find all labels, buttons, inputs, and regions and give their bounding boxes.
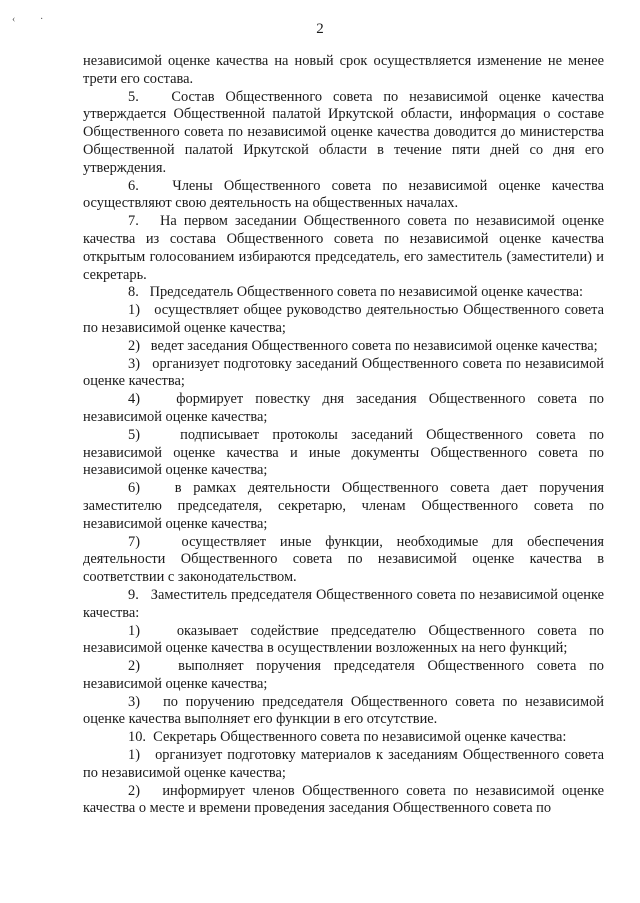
scan-artifact-mark: · (40, 14, 44, 25)
paragraph-p10-2: 2) информирует членов Общественного совета по независимой оценке качества о месте и времени проведения заседания Общественного совета по (83, 782, 604, 817)
paragraph-p8-4: 4) формирует повестку дня заседания Общественного совета по независимой оценке качества; (83, 391, 604, 425)
paragraph-p9: 9. Заместитель председателя Общественного совета по независимой оценке качества: (83, 586, 604, 621)
paragraph-p10: 10. Секретарь Общественного совета по независимой оценке качества: (128, 729, 567, 746)
paragraph-p8-2: 2) ведет заседания Общественного совета по независимой оценке качества; (128, 337, 598, 354)
paragraph-p9-3: 3) по поручению председателя Общественного совета по независимой оценке качества выполняет его функции в его отсутствие. (83, 693, 604, 728)
paragraph-p8-5: 5) подписывает протоколы заседаний Общественного совета по независимой оценке качества и иные документы Общественного совета по независимой оценке качества; (83, 426, 604, 479)
paragraph-p8-3: 3) организует подготовку заседаний Общественного совета по независимой оценке качества; (83, 355, 604, 390)
paragraph-p9-1: 1) оказывает содействие председателю Общественного совета по независимой оценке качества в осуществлении возложенных на него функций; (83, 622, 604, 657)
paragraph-p0: независимой оценке качества на новый срок осуществляется изменение не менее трети его состава. (83, 53, 604, 87)
paragraph-p5: 5. Состав Общественного совета по независимой оценке качества утверждается Общественной палатой Иркутской области, информация о составе Общественного совета по независимой оценке качества доводится до министерства Общественной палатой Иркутской области в течение пяти дней со дня его утверждения. (83, 88, 604, 176)
document-body (83, 53, 604, 818)
paragraph-p8-1: 1) осуществляет общее руководство деятельностью Общественного совета по независимой оценке качества; (83, 302, 604, 336)
paragraph-p8-7: 7) осуществляет иные функции, необходимые для обеспечения деятельности Общественного совета по независимой оценке качества в соответствии с законодательством. (83, 533, 604, 586)
scan-artifact-mark: ‹ (12, 14, 16, 25)
page-number: 2 (316, 21, 324, 37)
paragraph-p10-1: 1) организует подготовку материалов к заседаниям Общественного совета по независимой оценке качества; (83, 747, 604, 781)
paragraph-p6: 6. Члены Общественного совета по независимой оценке качества осуществляют свою деятельность на общественных началах. (83, 177, 604, 212)
paragraph-p8: 8. Председатель Общественного совета по независимой оценке качества: (128, 284, 584, 301)
paragraph-p7: 7. На первом заседании Общественного совета по независимой оценке качества из состава Общественного совета по независимой оценке качества открытым голосованием избираются председатель, его заместитель (заместители) и секретарь. (83, 213, 604, 283)
paragraph-p8-6: 6) в рамках деятельности Общественного совета дает поручения заместителю председателя, секретарю, членам Общественного совета по независимой оценке качества; (83, 480, 604, 532)
paragraph-p9-2: 2) выполняет поручения председателя Общественного совета по независимой оценке качества; (83, 658, 604, 692)
